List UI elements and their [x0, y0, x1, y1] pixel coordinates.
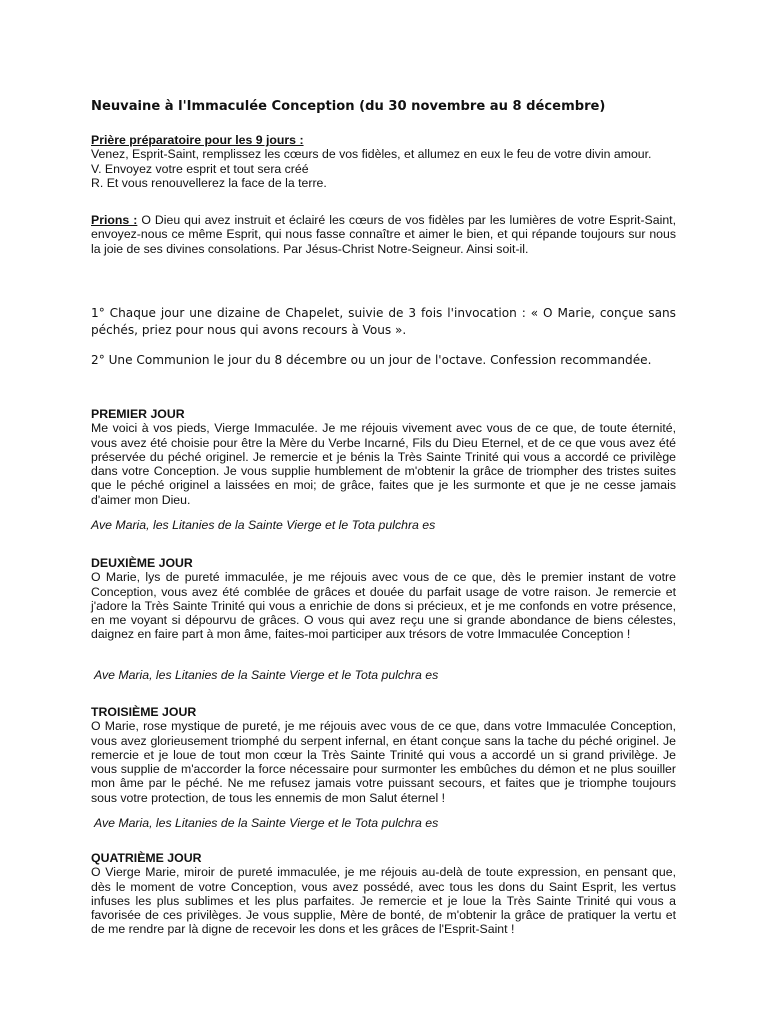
day-4-heading: QUATRIÈME JOUR: [91, 851, 202, 865]
day-2-text: O Marie, lys de pureté immaculée, je me réjouis avec vous de ce que, dès le premier instant de votre Conception, vous avez été comblée de grâces et douée du parfait usage de votre raison. Je remercie et j'adore la Très Sainte Trinité qui vous a enrichie de dons si précieux, et je me confonds en votre présence, en me voyant si dépourvu de grâces. O vous qui avez reçu une si grande abondance de biens célestes, daignez en faire part à mon âme, faites-moi participer aux trésors de votre Immaculée Conception !: [91, 570, 676, 642]
day-4-section: [91, 851, 676, 937]
day-3-heading: TROISIÈME JOUR: [91, 705, 197, 719]
preparatory-prayer: [91, 133, 676, 190]
day-2-ave: Ave Maria, les Litanies de la Sainte Vierge et le Tota pulchra es: [91, 668, 439, 682]
day-1-text: Me voici à vos pieds, Vierge Immaculée. Je me réjouis vivement avec vous de ce que, de toute éternité, vous avez été choisie pour être la Mère du Verbe Incarné, Fils du Dieu Eternel, et de ce que vous avez été préservée du péché originel. Je remercie et je bénis la Très Sainte Trinité qui vous a accordé ce privilège dans votre Conception. Je vous supplie humblement de m'obtenir la grâce de triompher des tristes suites que le péché originel a laissées en moi; de grâce, faites que je les surmonte et que je ne cesse jamais d'aimer mon Dieu.: [91, 421, 676, 507]
rule-2: 2° Une Communion le jour du 8 décembre ou un jour de l'octave. Confession recommandée.: [91, 353, 652, 367]
day-3-ave-block: [91, 816, 676, 830]
day-2-ave-block: [91, 668, 676, 682]
day-2-heading: DEUXIÈME JOUR: [91, 556, 193, 570]
preparatory-prayer-line-1: Venez, Esprit-Saint, remplissez les cœurs de vos fidèles, et allumez en eux le feu de votre divin amour.: [91, 147, 652, 162]
document-title: Neuvaine à l'Immaculée Conception (du 30 novembre au 8 décembre): [91, 99, 606, 114]
day-3-section: [91, 705, 676, 805]
prions-label: Prions :: [91, 213, 138, 227]
day-1-ave: Ave Maria, les Litanies de la Sainte Vierge et le Tota pulchra es: [91, 518, 436, 532]
day-1-heading: PREMIER JOUR: [91, 407, 185, 421]
day-3-ave: Ave Maria, les Litanies de la Sainte Vierge et le Tota pulchra es: [91, 816, 439, 830]
day-4-text: O Vierge Marie, miroir de pureté immaculée, je me réjouis au-delà de toute expression, en pensant que, dès le moment de votre Conception, vous avez possédé, avec tous les dons du Saint Esprit, les vertus infuses les plus sublimes et les plus parfaites. Je remercie et je loue la Très Sainte Trinité qui vous a favorisée de ces privilèges. Je vous supplie, Mère de bonté, de m'obtenir la grâce de pratiquer la vertu et de me rendre par là digne de recevoir les dons et les grâces de l'Esprit-Saint !: [91, 865, 676, 937]
rule-1: 1° Chaque jour une dizaine de Chapelet, suivie de 3 fois l'invocation : « O Marie, conçue sans péchés, priez pour nous qui avons recours à Vous ».: [91, 306, 676, 337]
preparatory-prayer-line-3: R. Et vous renouvellerez la face de la terre.: [91, 175, 327, 190]
prions-text-block: [91, 213, 676, 256]
prions-paragraph: [91, 213, 676, 256]
preparatory-prayer-heading: Prière préparatoire pour les 9 jours :: [91, 133, 304, 147]
day-1-ave-block: [91, 518, 676, 532]
day-1-section: [91, 407, 676, 507]
rule-1-block: [91, 305, 676, 339]
day-3-text: O Marie, rose mystique de pureté, je me réjouis avec vous de ce que, dans votre Immaculée Conception, vous avez glorieusement triomphé du serpent infernal, en étant conçue sans la tache du péché originel. Je remercie et je loue de tout mon cœur la Très Sainte Trinité qui vous a accordé un si grand privilège. Je vous supplie de m'accorder la force nécessaire pour surmonter les embûches du démon et ne plus souiller mon âme par le péché. Ne me refusez jamais votre puissant secours, et faites que je triomphe toujours sous votre protection, de tous les ennemis de mon Salut éternel !: [91, 719, 676, 805]
prions-text: O Dieu qui avez instruit et éclairé les cœurs de vos fidèles par les lumières de votre Esprit-Saint, envoyez-nous ce même Esprit, qui nous fasse connaître et aimer le bien, et qui répande toujours sur nous la joie de ses divines consolations. Par Jésus-Christ Notre-Seigneur. Ainsi soit-il.: [91, 213, 676, 256]
day-2-section: [91, 556, 676, 642]
rule-2-block: [91, 352, 676, 369]
document-title-block: [91, 100, 676, 114]
preparatory-prayer-line-2: V. Envoyez votre esprit et tout sera créé: [91, 161, 309, 176]
